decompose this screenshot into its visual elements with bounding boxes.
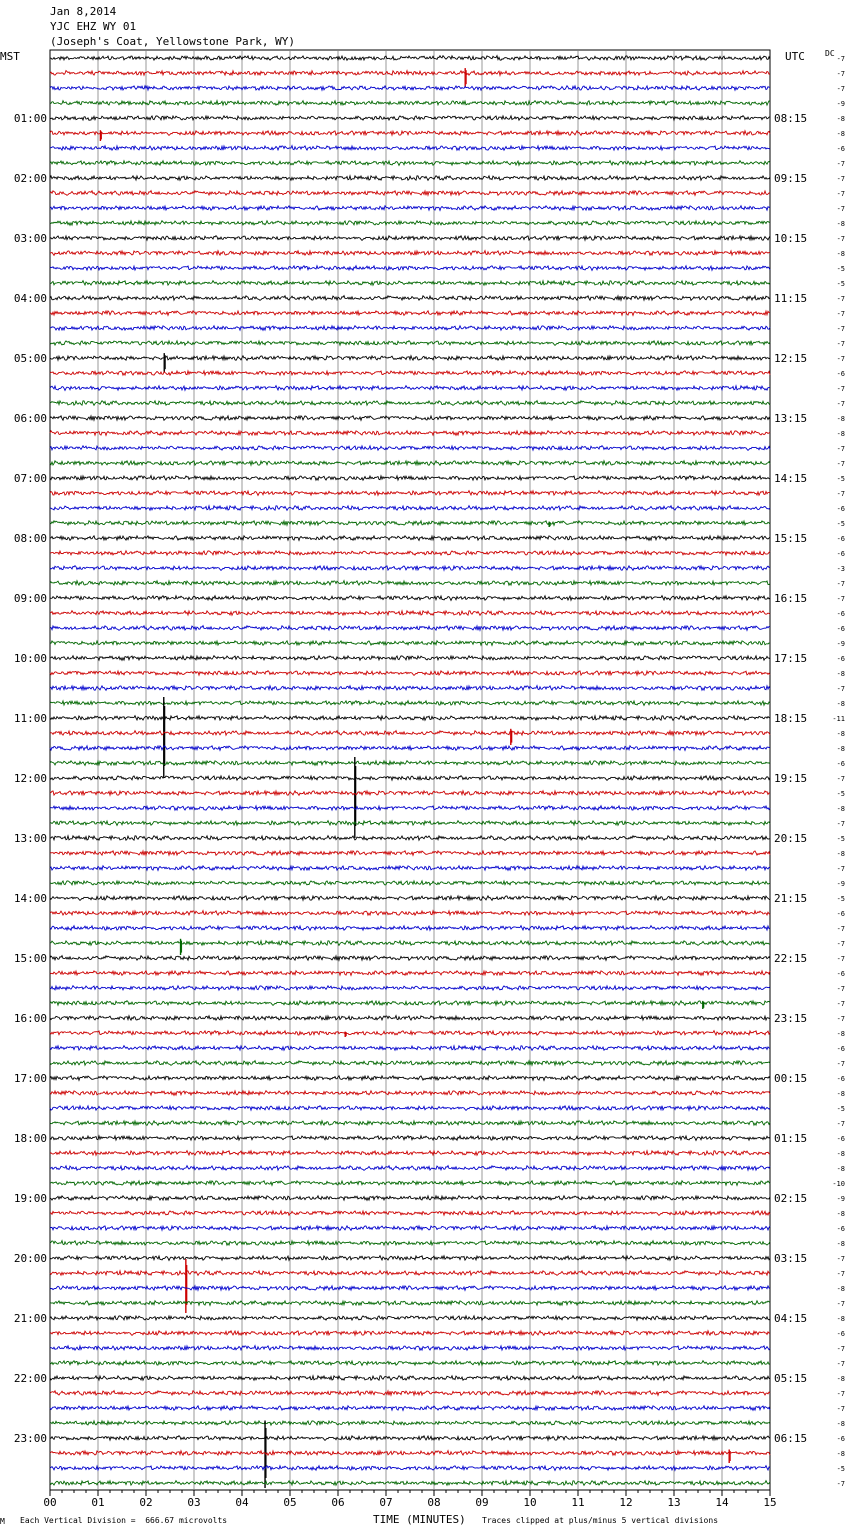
seismic-trace: [50, 446, 770, 451]
right-hour-label: 05:15: [774, 1372, 808, 1385]
dc-offset-label: -8: [836, 1150, 845, 1158]
right-hour-label: 19:15: [774, 772, 808, 785]
station-code: YJC EHZ WY 01: [50, 20, 137, 33]
x-tick-label: 10: [523, 1496, 537, 1509]
seismic-trace: [50, 836, 770, 841]
dc-offset-label: -6: [836, 145, 845, 153]
seismic-trace: [50, 536, 770, 541]
dc-offset-label: -7: [836, 775, 845, 783]
right-hour-label: 21:15: [774, 892, 808, 905]
seismic-trace: [50, 1061, 770, 1066]
seismic-trace: [50, 656, 770, 661]
seismic-trace: [50, 671, 770, 676]
seismic-trace: [50, 1256, 770, 1261]
seismic-trace: [50, 221, 770, 226]
seismic-trace: [50, 716, 770, 721]
left-hour-label: 08:00: [13, 532, 47, 545]
vertical-scale-note: Each Vertical Division = 666.67 microvolts: [20, 1516, 228, 1525]
seismic-trace: [50, 1316, 770, 1321]
dc-offset-label: -5: [836, 1105, 845, 1113]
dc-offset-label: -8: [836, 1210, 845, 1218]
x-tick-label: 12: [619, 1496, 633, 1509]
dc-offset-label: -8: [836, 220, 845, 228]
dc-offset-label: -5: [836, 265, 845, 273]
seismic-trace: [50, 851, 770, 856]
dc-offset-label: -6: [836, 505, 845, 513]
seismic-trace: [50, 1181, 770, 1186]
dc-offset-label: -8: [836, 1240, 845, 1248]
dc-offset-label: -8: [836, 1420, 845, 1428]
dc-offset-label: -7: [836, 1360, 845, 1368]
seismic-trace: [50, 131, 770, 136]
dc-offset-label: -8: [836, 430, 845, 438]
seismic-trace: [50, 761, 770, 766]
dc-offset-label: -7: [836, 1390, 845, 1398]
dc-offset-label: -7: [836, 160, 845, 168]
right-hour-label: 06:15: [774, 1432, 808, 1445]
dc-offset-label: -8: [836, 1375, 845, 1383]
left-hour-label: 07:00: [13, 472, 47, 485]
seismic-trace: [50, 386, 770, 391]
right-hour-label: 01:15: [774, 1132, 808, 1145]
seismic-trace: [50, 401, 770, 406]
seismic-trace: [50, 821, 770, 826]
x-tick-label: 06: [331, 1496, 345, 1509]
left-hour-label: 15:00: [13, 952, 47, 965]
dc-offset-label: -8: [836, 1315, 845, 1323]
seismic-trace: [50, 101, 770, 106]
right-hour-label: 16:15: [774, 592, 808, 605]
dc-offset-label: -8: [836, 115, 845, 123]
dc-offset-label: -9: [836, 880, 845, 888]
seismic-trace: [50, 1466, 770, 1471]
seismic-trace: [50, 686, 770, 691]
seismic-trace: [50, 1076, 770, 1081]
left-hour-label: 01:00: [13, 112, 47, 125]
seismic-trace: [50, 1406, 770, 1411]
left-hour-label: 12:00: [13, 772, 47, 785]
seismic-trace: [50, 86, 770, 91]
dc-offset-label: -5: [836, 280, 845, 288]
dc-offset-label: -7: [836, 295, 845, 303]
left-hour-label: 02:00: [13, 172, 47, 185]
dc-offset-label: -8: [836, 805, 845, 813]
dc-offset-label: -8: [836, 415, 845, 423]
left-hour-label: 10:00: [13, 652, 47, 665]
seismic-trace: [50, 911, 770, 916]
dc-offset-label: -7: [836, 1270, 845, 1278]
seismic-trace: [50, 611, 770, 616]
right-hour-label: 03:15: [774, 1252, 808, 1265]
right-hour-label: 17:15: [774, 652, 808, 665]
dc-offset-label: -6: [836, 1225, 845, 1233]
seismic-trace: [50, 1016, 770, 1021]
right-hour-label: 00:15: [774, 1072, 808, 1085]
seismic-trace: [50, 1376, 770, 1381]
seismic-trace: [50, 971, 770, 976]
dc-offset-label: -8: [836, 1165, 845, 1173]
x-tick-label: 04: [235, 1496, 249, 1509]
dc-offset-label: -6: [836, 910, 845, 918]
dc-offset-label: -7: [836, 865, 845, 873]
seismic-trace: [50, 1136, 770, 1141]
dc-offset-label: -7: [836, 1300, 845, 1308]
left-hour-label: 14:00: [13, 892, 47, 905]
x-tick-label: 09: [475, 1496, 489, 1509]
right-hour-label: 22:15: [774, 952, 808, 965]
seismic-trace: [50, 431, 770, 436]
right-hour-label: 04:15: [774, 1312, 808, 1325]
dc-offset-label: -6: [836, 970, 845, 978]
dc-offset-label: -7: [836, 445, 845, 453]
dc-offset-label: -7: [836, 85, 845, 93]
dc-offset-label: -7: [836, 340, 845, 348]
left-hour-label: 17:00: [13, 1072, 47, 1085]
seismic-trace: [50, 701, 770, 706]
x-tick-label: 11: [571, 1496, 585, 1509]
right-hour-label: 12:15: [774, 352, 808, 365]
dc-offset-label: -8: [836, 130, 845, 138]
seismic-trace: [50, 266, 770, 271]
left-hour-label: 13:00: [13, 832, 47, 845]
x-axis-title: TIME (MINUTES): [373, 1513, 466, 1526]
dc-offset-label: -6: [836, 370, 845, 378]
seismic-trace: [50, 956, 770, 961]
seismic-trace: [50, 1301, 770, 1306]
dc-offset-label: -7: [836, 190, 845, 198]
dc-offset-label: -8: [836, 1030, 845, 1038]
seismic-trace: [50, 596, 770, 601]
seismic-trace: [50, 236, 770, 241]
seismic-trace: [50, 371, 770, 375]
seismic-trace: [50, 1001, 770, 1006]
seismic-trace: [50, 1451, 770, 1456]
dc-offset-label: -6: [836, 625, 845, 633]
seismic-trace: [50, 866, 770, 871]
x-tick-label: 03: [187, 1496, 201, 1509]
seismic-trace: [50, 551, 770, 555]
left-hour-label: 03:00: [13, 232, 47, 245]
seismic-trace: [50, 1046, 770, 1051]
dc-offset-header: DC: [825, 49, 835, 58]
seismic-trace: [50, 326, 770, 331]
left-hour-label: 09:00: [13, 592, 47, 605]
seismic-trace: [50, 1211, 770, 1216]
seismic-trace: [50, 146, 770, 151]
dc-offset-label: -8: [836, 1090, 845, 1098]
seismic-trace: [50, 416, 770, 421]
seismic-trace: [50, 176, 770, 181]
seismic-trace: [50, 281, 770, 286]
seismic-trace: [50, 161, 770, 166]
left-timezone-label: MST: [0, 50, 20, 63]
dc-offset-label: -7: [836, 940, 845, 948]
dc-offset-label: -5: [836, 790, 845, 798]
seismic-trace: [50, 806, 770, 810]
seismic-trace: [50, 1106, 770, 1111]
left-hour-label: 19:00: [13, 1192, 47, 1205]
dc-offset-label: -5: [836, 475, 845, 483]
x-tick-label: 13: [667, 1496, 681, 1509]
dc-offset-label: -6: [836, 1135, 845, 1143]
left-hour-label: 04:00: [13, 292, 47, 305]
dc-offset-label: -6: [836, 760, 845, 768]
dc-offset-label: -6: [836, 535, 845, 543]
dc-offset-label: -5: [836, 835, 845, 843]
seismic-trace: [50, 926, 770, 931]
dc-offset-label: -7: [836, 1480, 845, 1488]
x-tick-label: 05: [283, 1496, 297, 1509]
right-hour-label: 02:15: [774, 1192, 808, 1205]
seismic-trace: [50, 626, 770, 631]
dc-offset-label: -7: [836, 1060, 845, 1068]
seismic-trace: [50, 581, 770, 586]
right-hour-label: 09:15: [774, 172, 808, 185]
dc-offset-label: -8: [836, 1285, 845, 1293]
dc-offset-label: -7: [836, 235, 845, 243]
dc-offset-label: -8: [836, 1450, 845, 1458]
dc-offset-label: -7: [836, 385, 845, 393]
seismic-trace: [50, 191, 770, 196]
corner-mark: M: [0, 1517, 5, 1526]
dc-offset-label: -7: [836, 595, 845, 603]
dc-offset-label: -3: [836, 565, 845, 573]
seismic-trace: [50, 1346, 770, 1351]
seismic-trace: [50, 56, 770, 61]
dc-offset-label: -7: [836, 985, 845, 993]
seismic-trace: [50, 296, 770, 301]
right-timezone-label: UTC: [785, 50, 805, 63]
dc-offset-label: -7: [836, 685, 845, 693]
seismic-trace: [50, 1121, 770, 1126]
x-tick-label: 15: [763, 1496, 777, 1509]
dc-offset-label: -6: [836, 1075, 845, 1083]
dc-offset-label: -8: [836, 745, 845, 753]
dc-offset-label: -7: [836, 55, 845, 63]
dc-offset-label: -7: [836, 1015, 845, 1023]
seismic-trace: [50, 731, 770, 736]
dc-offset-label: -7: [836, 310, 845, 318]
seismic-trace: [50, 71, 770, 76]
dc-offset-label: -7: [836, 355, 845, 363]
dc-offset-label: -9: [836, 1195, 845, 1203]
dc-offset-label: -6: [836, 655, 845, 663]
seismic-trace: [50, 461, 770, 466]
x-tick-label: 07: [379, 1496, 393, 1509]
left-hour-label: 16:00: [13, 1012, 47, 1025]
clipping-note: Traces clipped at plus/minus 5 vertical divisions: [482, 1516, 719, 1525]
seismic-trace: [50, 1166, 770, 1171]
dc-offset-label: -10: [832, 1180, 845, 1188]
seismic-trace: [50, 1196, 770, 1201]
seismic-trace: [50, 941, 770, 946]
dc-offset-label: -8: [836, 850, 845, 858]
left-hour-label: 21:00: [13, 1312, 47, 1325]
dc-offset-label: -9: [836, 100, 845, 108]
seismic-trace: [50, 791, 770, 796]
dc-offset-label: -5: [836, 1465, 845, 1473]
seismic-trace: [50, 986, 770, 991]
x-tick-label: 14: [715, 1496, 729, 1509]
right-hour-label: 15:15: [774, 532, 808, 545]
dc-offset-label: -8: [836, 700, 845, 708]
right-hour-label: 23:15: [774, 1012, 808, 1025]
seismic-trace: [50, 356, 770, 361]
left-hour-label: 06:00: [13, 412, 47, 425]
seismic-trace: [50, 1361, 770, 1366]
seismic-trace: [50, 1331, 770, 1336]
seismic-trace: [50, 476, 770, 481]
left-hour-label: 18:00: [13, 1132, 47, 1145]
seismic-trace: [50, 1271, 770, 1276]
dc-offset-label: -6: [836, 610, 845, 618]
right-hour-label: 20:15: [774, 832, 808, 845]
x-tick-label: 01: [91, 1496, 105, 1509]
x-tick-label: 02: [139, 1496, 153, 1509]
seismic-trace: [50, 311, 770, 316]
dc-offset-label: -6: [836, 1435, 845, 1443]
dc-offset-label: -7: [836, 580, 845, 588]
right-hour-label: 13:15: [774, 412, 808, 425]
seismic-trace: [50, 641, 770, 646]
dc-offset-label: -8: [836, 670, 845, 678]
seismic-trace: [50, 491, 770, 496]
seismic-trace: [50, 1436, 770, 1441]
x-tick-label: 00: [43, 1496, 57, 1509]
seismic-trace: [50, 1421, 770, 1426]
x-tick-label: 08: [427, 1496, 441, 1509]
seismic-trace: [50, 896, 770, 901]
dc-offset-label: -7: [836, 490, 845, 498]
left-hour-label: 11:00: [13, 712, 47, 725]
dc-offset-label: -8: [836, 250, 845, 258]
seismic-trace: [50, 881, 770, 886]
seismic-trace: [50, 341, 770, 346]
dc-offset-label: -6: [836, 1045, 845, 1053]
seismic-trace: [50, 1481, 770, 1486]
dc-offset-label: -7: [836, 955, 845, 963]
right-hour-label: 10:15: [774, 232, 808, 245]
seismic-trace: [50, 776, 770, 781]
seismic-trace: [50, 1391, 770, 1396]
dc-offset-label: -7: [836, 1345, 845, 1353]
dc-offset-label: -7: [836, 325, 845, 333]
dc-offset-label: -7: [836, 400, 845, 408]
left-hour-label: 22:00: [13, 1372, 47, 1385]
dc-offset-label: -7: [836, 1255, 845, 1263]
dc-offset-label: -9: [836, 640, 845, 648]
seismic-trace: [50, 521, 770, 526]
right-hour-label: 08:15: [774, 112, 808, 125]
dc-offset-label: -7: [836, 205, 845, 213]
seismic-trace: [50, 1241, 770, 1246]
seismic-trace: [50, 1226, 770, 1231]
dc-offset-label: -7: [836, 1120, 845, 1128]
right-hour-label: 11:15: [774, 292, 808, 305]
left-hour-label: 05:00: [13, 352, 47, 365]
right-hour-label: 18:15: [774, 712, 808, 725]
dc-offset-label: -7: [836, 460, 845, 468]
dc-offset-label: -7: [836, 820, 845, 828]
dc-offset-label: -5: [836, 895, 845, 903]
seismic-trace: [50, 251, 770, 256]
seismic-trace: [50, 1091, 770, 1096]
left-hour-label: 20:00: [13, 1252, 47, 1265]
station-location: (Joseph's Coat, Yellowstone Park, WY): [50, 35, 296, 48]
dc-offset-label: -7: [836, 175, 845, 183]
seismic-trace: [50, 746, 770, 751]
seismic-trace: [50, 1151, 770, 1156]
plot-date: Jan 8,2014: [50, 5, 117, 18]
dc-offset-label: -5: [836, 520, 845, 528]
seismic-trace: [50, 1031, 770, 1036]
dc-offset-label: -7: [836, 70, 845, 78]
dc-offset-label: -11: [832, 715, 845, 723]
seismic-trace: [50, 1286, 770, 1291]
left-hour-label: 23:00: [13, 1432, 47, 1445]
dc-offset-label: -7: [836, 925, 845, 933]
dc-offset-label: -8: [836, 730, 845, 738]
dc-offset-label: -7: [836, 1405, 845, 1413]
dc-offset-label: -6: [836, 1330, 845, 1338]
dc-offset-label: -7: [836, 1000, 845, 1008]
seismic-trace: [50, 116, 770, 121]
seismic-trace: [50, 566, 770, 571]
seismic-trace: [50, 506, 770, 511]
seismic-trace: [50, 206, 770, 211]
dc-offset-label: -6: [836, 550, 845, 558]
right-hour-label: 14:15: [774, 472, 808, 485]
